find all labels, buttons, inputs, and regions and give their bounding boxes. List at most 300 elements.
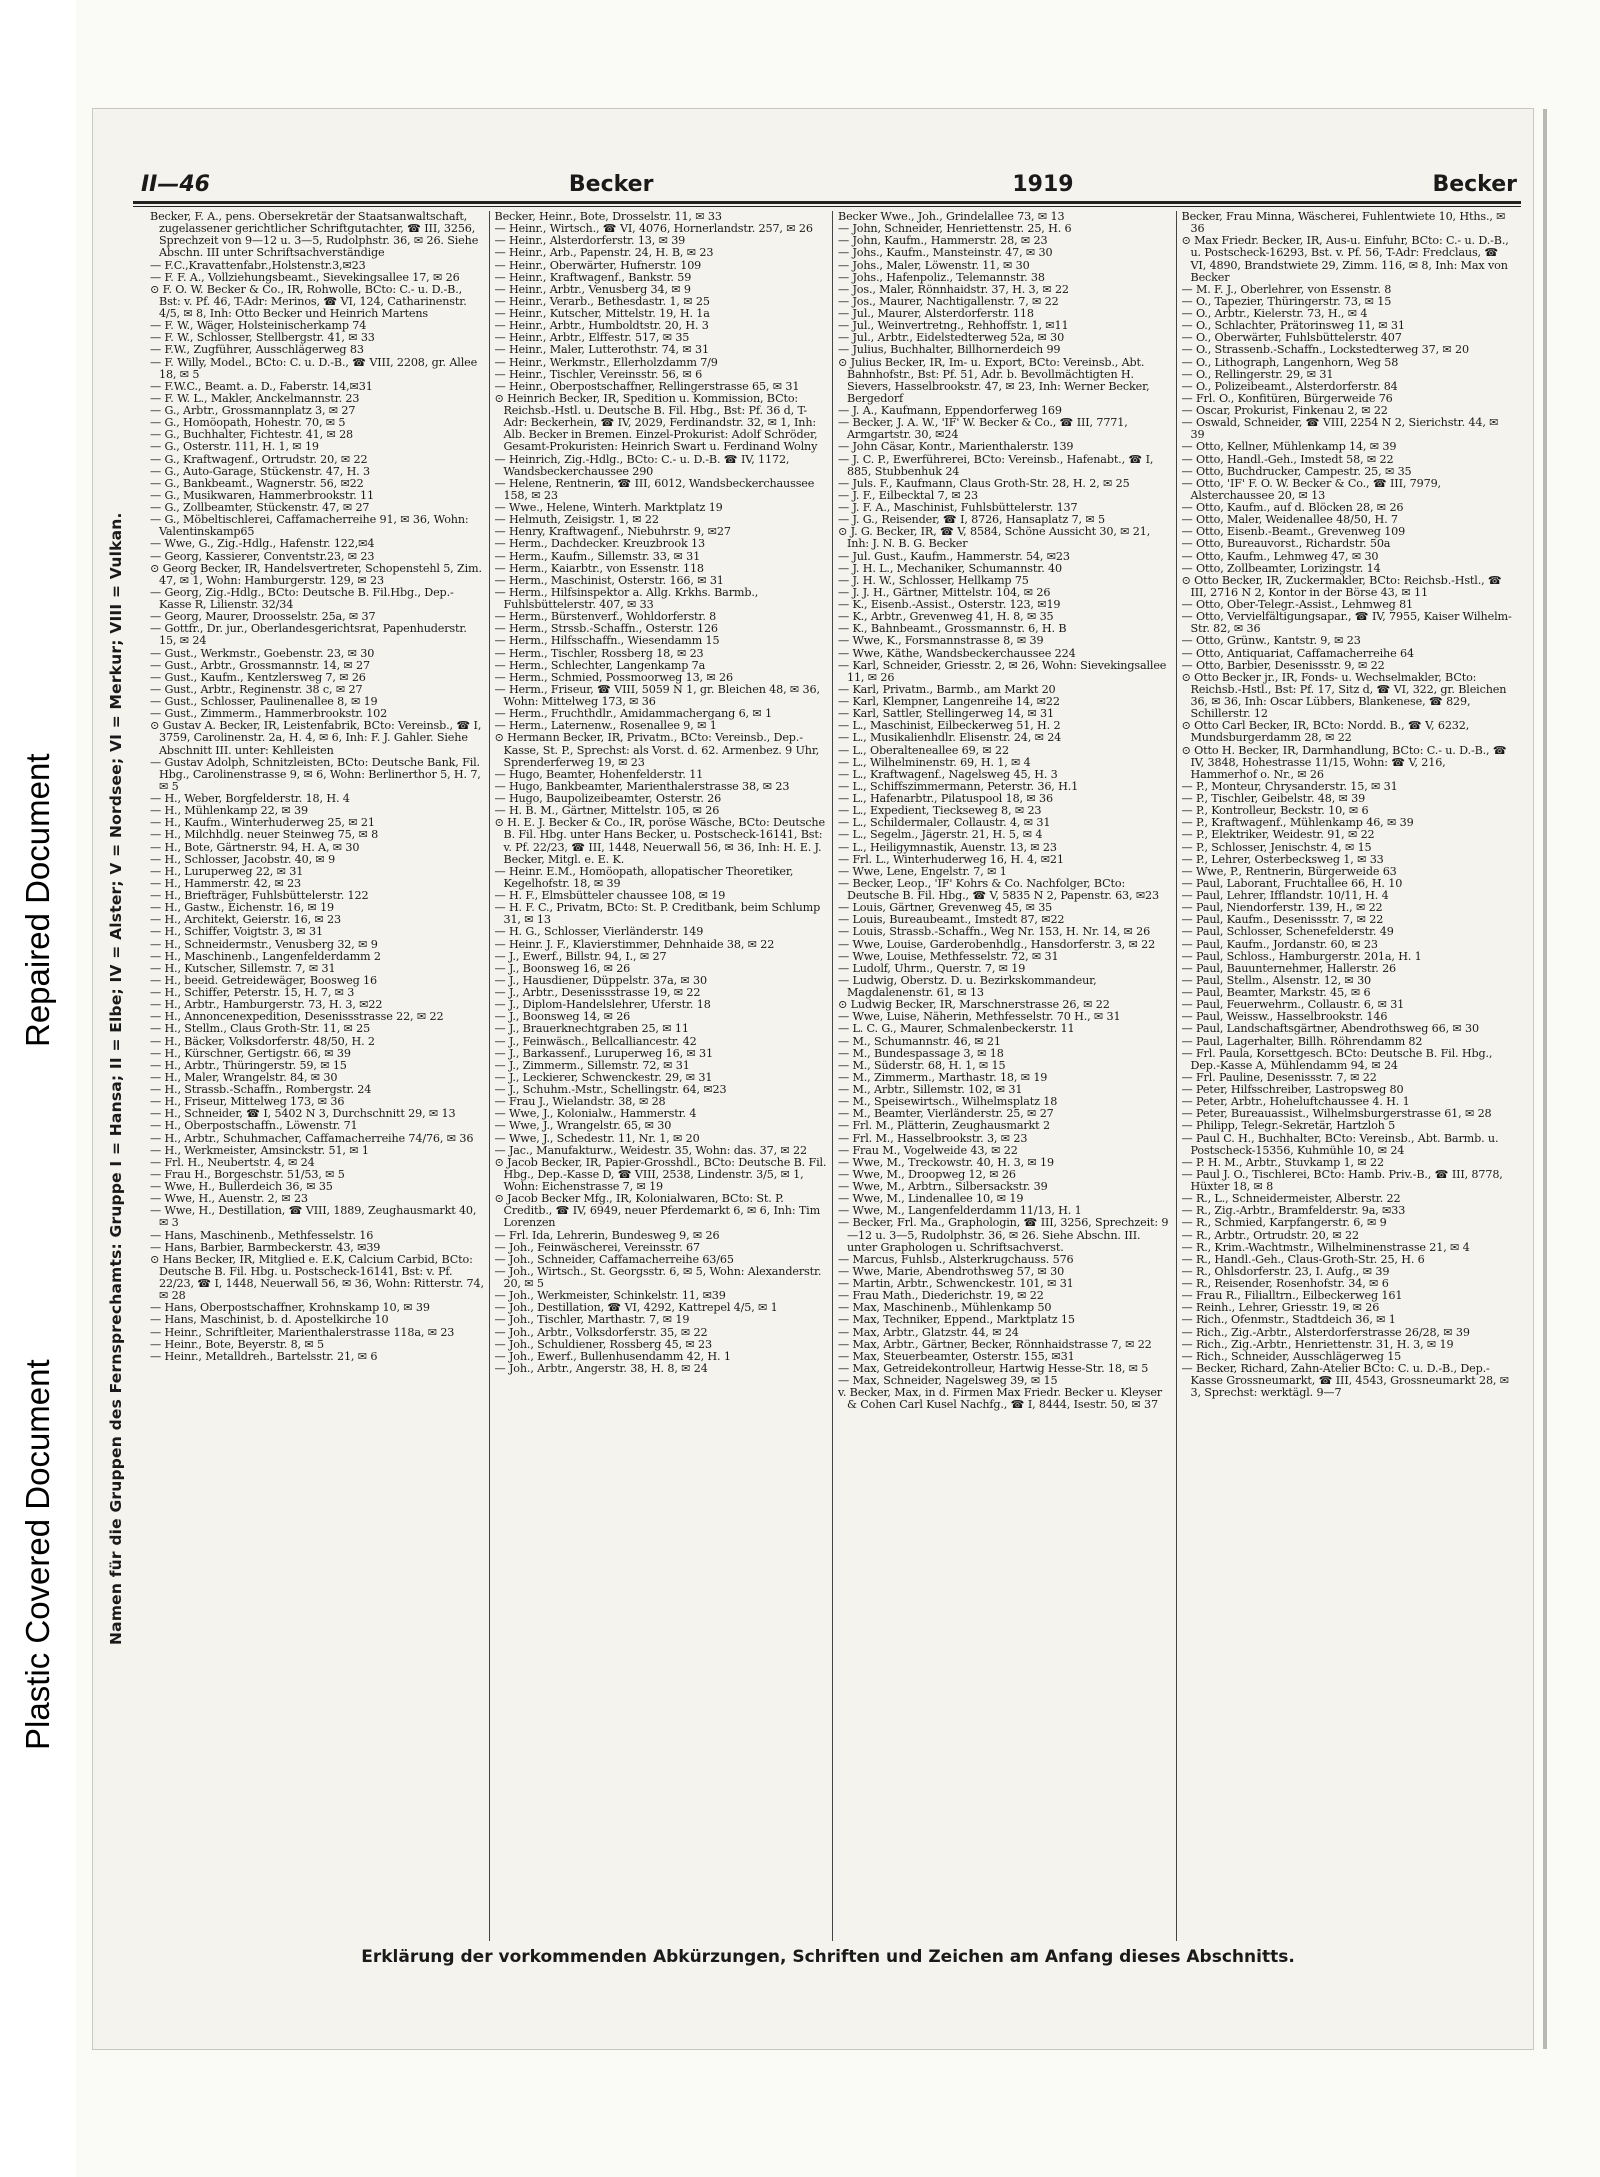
directory-entry: — Paul, Schloss., Hamburgerstr. 201a, H. 1 <box>1181 949 1422 963</box>
directory-entry: — R., L., Schneidermeister, Alberstr. 22 <box>1181 1192 1401 1206</box>
directory-entry: — L., Heiligymnastik, Auenstr. 13, ✉ 23 <box>838 840 1057 854</box>
directory-entry: — Otto, 'IF' F. O. W. Becker & Co., ☎ III, 7979, Alsterchaussee 20, ✉ 13 <box>1181 476 1441 502</box>
directory-entry: — Philipp, Telegr.-Sekretär, Hartzloh 5 <box>1181 1119 1396 1133</box>
directory-entry: — L., Expedient, Tieckseweg 8, ✉ 23 <box>838 804 1042 818</box>
directory-entry: — Paul, Kaufm., Desenissstr. 7, ✉ 22 <box>1181 913 1384 927</box>
directory-entry: — Wwe, M., Arbtrn., Silbersackstr. 39 <box>838 1180 1048 1193</box>
directory-entry: — Frau J., Wielandstr. 38, ✉ 28 <box>494 1095 666 1109</box>
directory-entry: — P., Lehrer, Osterbecksweg 1, ✉ 33 <box>1181 852 1384 866</box>
directory-entry: — Herm., Hilfsinspektor a. Allg. Krkhs. Barmb., Fuhlsbüttelerstr. 407, ✉ 33 <box>494 585 759 611</box>
directory-entry: — Wwe, J., Wrangelstr. 65, ✉ 30 <box>494 1119 672 1133</box>
directory-entry: — J., Boonsweg 16, ✉ 26 <box>494 961 631 975</box>
directory-entry: — John, Schneider, Henriettenstr. 25, H. 6 <box>838 222 1072 236</box>
directory-entry: — F.W., Zugführer, Ausschlägerweg 83 <box>150 343 364 357</box>
directory-entry: — H., Arbtr., Schuhmacher, Caffamacherreihe 74/76, ✉ 36 <box>150 1131 474 1145</box>
directory-entry: — G., Möbeltischlerei, Caffamacherreihe 91, ✉ 36, Wohn: Valentinskamp65 <box>150 513 469 539</box>
directory-entry: — J. J. H., Gärtner, Mittelstr. 104, ✉ 26 <box>838 585 1051 599</box>
directory-entry: — Frl. Paula, Korsettgesch. BCto: Deutsche B. Fil. Hbg., Dep.-Kasse A, Mühlendamm 94, ✉ 24 <box>1181 1046 1493 1072</box>
directory-entry: — J. H. W., Schlosser, Hellkamp 75 <box>838 573 1029 587</box>
directory-entry: — H., Maler, Wrangelstr. 84, ✉ 30 <box>150 1070 338 1084</box>
directory-entry: — Louis, Gärtner, Grevenweg 45, ✉ 35 <box>838 901 1053 915</box>
directory-entry: — L., Hafenarbtr., Pilatuspool 18, ✉ 36 <box>838 792 1053 805</box>
directory-entry: — O., Oberwärter, Fuhlsbüttelerstr. 407 <box>1181 331 1402 345</box>
directory-entry: — G., Kraftwagenf., Ortrudstr. 20, ✉ 22 <box>150 452 368 466</box>
directory-entry: ⊙ Jacob Becker, IR, Papier-Grosshdl., BCto: Deutsche B. Fil. Hbg., Dep.-Kasse D, ☎ VIII, 2538, Lindenstr. 3/5, ✉ 1, Wohn: Eichenstrasse 7, ✉ 19 <box>494 1155 827 1193</box>
directory-entry: — Wwe, Käthe, Wandsbeckerchaussee 224 <box>838 646 1076 660</box>
directory-entry: — Herm., Tischler, Rossberg 18, ✉ 23 <box>494 646 704 660</box>
directory-entry: ⊙ Max Friedr. Becker, IR, Aus-u. Einfuhr, BCto: C.- u. D.-B., u. Postscheck-16293, Bst. v. Pf. 56, T-Adr: Fredclaus, ☎ VI, 4890, Brandstwiete 29, Zimm. 116, ✉ 8, Inh: Max von Becker <box>1181 234 1509 284</box>
directory-entry: ⊙ Ludwig Becker, IR, Marschnerstrasse 26, ✉ 22 <box>838 998 1110 1012</box>
directory-entry: — H., Architekt, Geierstr. 16, ✉ 23 <box>150 913 341 927</box>
directory-entry: — H., Annoncenexpedition, Desenissstrasse 22, ✉ 22 <box>150 1010 444 1024</box>
directory-entry: — Wwe, Louise, Methfesselstr. 72, ✉ 31 <box>838 949 1059 963</box>
directory-entry: ⊙ Georg Becker, IR, Handelsvertreter, Schopenstehl 5, Zim. 47, ✉ 1, Wohn: Hamburgerstr. 129, ✉ 23 <box>150 561 482 587</box>
directory-entry: — L., Musikalienhdlr. Elisenstr. 24, ✉ 24 <box>838 731 1062 745</box>
directory-entry: Becker, Frau Minna, Wäscherei, Fuhlentwiete 10, Hths., ✉ 36 <box>1181 211 1506 236</box>
directory-entry: — Joh., Werkmeister, Schinkelstr. 11, ✉39 <box>494 1289 726 1303</box>
directory-entry: — Paul, Lagerhalter, Billh. Röhrendamm 82 <box>1181 1034 1423 1048</box>
directory-entry: — Rich., Zig.-Arbtr., Henriettenstr. 31, H. 3, ✉ 19 <box>1181 1337 1454 1351</box>
directory-entry: — O., Tapezier, Thüringerstr. 73, ✉ 15 <box>1181 294 1392 308</box>
directory-entry: — J., Diplom-Handelslehrer, Uferstr. 18 <box>494 998 711 1012</box>
directory-entry: — Jac., Manufakturw., Weidestr. 35, Wohn: das. 37, ✉ 22 <box>494 1143 807 1157</box>
directory-entry: — H., Arbtr., Hamburgerstr. 73, H. 3, ✉22 <box>150 998 383 1012</box>
directory-entry: — Paul, Stellm., Alsenstr. 12, ✉ 30 <box>1181 973 1372 987</box>
directory-entry: — Herm., Strssb.-Schaffn., Osterstr. 126 <box>494 622 718 636</box>
directory-entry: — H., Luruperweg 22, ✉ 31 <box>150 864 304 878</box>
directory-entry: — H., Schneider, ☎ I, 5402 N 3, Durchschnitt 29, ✉ 13 <box>150 1107 456 1121</box>
directory-entry: — O., Schlachter, Prätorinsweg 11, ✉ 31 <box>1181 319 1405 333</box>
directory-entry: — Karl, Privatm., Barmb., am Markt 20 <box>838 682 1056 696</box>
directory-entry: — F. W., Wäger, Holsteinischerkamp 74 <box>150 319 367 333</box>
directory-entry: — J., Feinwäsch., Bellcalliancestr. 42 <box>494 1034 697 1048</box>
directory-entry: — H., Bote, Gärtnerstr. 94, H. A, ✉ 30 <box>150 840 360 854</box>
directory-entry: — H., Maschinenb., Langenfelderdamm 2 <box>150 949 381 963</box>
directory-entry: — Paul, Landschaftsgärtner, Abendrothsweg 66, ✉ 30 <box>1181 1022 1479 1036</box>
side-label-plastic: Plastic Covered Document <box>19 1359 56 1751</box>
directory-entry: — M., Beamter, Vierländerstr. 25, ✉ 27 <box>838 1107 1054 1121</box>
directory-entry: — J. H. L., Mechaniker, Schumannstr. 40 <box>838 561 1062 575</box>
directory-entry: — H., Hammerstr. 42, ✉ 23 <box>150 876 302 890</box>
directory-entry: ⊙ Otto Becker jr., IR, Fonds- u. Wechselmakler, BCto: Reichsb.-Hstl., Bst: Pf. 17, Sitz d, ☎ VI, 322, gr. Bleichen 36, ✉ 36, Inh: Oscar Lübbers, Blankenese, ☎ 829, Schillerstr. 12 <box>1181 670 1507 721</box>
directory-entry: — J., Leckierer, Schwenckestr. 29, ✉ 31 <box>494 1070 713 1084</box>
directory-entry: — O., Polizeibeamt., Alsterdorferstr. 84 <box>1181 379 1398 393</box>
directory-entry: — Wwe, M., Treckowstr. 40, H. 3, ✉ 19 <box>838 1155 1054 1169</box>
directory-entry: — Heinr., Alsterdorferstr. 13, ✉ 39 <box>494 234 686 248</box>
directory-entry: ⊙ Heinrich Becker, IR, Spedition u. Kommission, BCto: Reichsb.-Hstl. u. Deutsche B. Fil. Hbg., Bst: Pf. 36 d, T-Adr: Beckerhein, ☎ IV, 2029, Ferdinandstr. 32, ✉ 1, Inh: Alb. Becker in Bremen. Einzel-Prokurist: Adolf Schröder, Gesamt-Prokuristen: Heinrich Swart u. Ferdinand Wolny <box>494 391 818 454</box>
directory-entry: — G., Auto-Garage, Stückenstr. 47, H. 3 <box>150 464 370 478</box>
left-margin <box>0 0 76 2177</box>
directory-entry: — Joh., Schneider, Caffamacherreihe 63/65 <box>494 1252 734 1266</box>
directory-entry: — Wwe., Helene, Winterh. Marktplatz 19 <box>494 501 723 514</box>
directory-entry: — H. G., Schlosser, Vierländerstr. 149 <box>494 925 704 939</box>
directory-entry: — Max, Techniker, Eppend., Marktplatz 15 <box>838 1313 1075 1327</box>
directory-entry: — Frl. H., Neubertstr. 4, ✉ 24 <box>150 1155 315 1169</box>
directory-entry: — Wwe, Lene, Engelstr. 7, ✉ 1 <box>838 864 1007 878</box>
directory-entry: — Joh., Ewerf., Bullenhusendamm 42, H. 1 <box>494 1349 731 1363</box>
directory-entry: — H. B. M., Gärtner, Mittelstr. 105, ✉ 26 <box>494 804 720 818</box>
directory-entry: — K., Bahnbeamt., Grossmannstr. 6, H. B <box>838 622 1067 636</box>
directory-entry: — Otto, Kaufm., auf d. Blöcken 28, ✉ 26 <box>1181 501 1404 514</box>
directory-entry: — Herm., Fruchthdlr., Amidammachergang 6, ✉ 1 <box>494 707 772 721</box>
directory-entry: — Frl. O., Konfitüren, Bürgerweide 76 <box>1181 391 1393 405</box>
directory-entry: — Henry, Kraftwagenf., Niebuhrstr. 9, ✉27 <box>494 525 731 539</box>
directory-entry: — P., Elektriker, Weidestr. 91, ✉ 22 <box>1181 828 1375 842</box>
directory-entry: — Herm., Dachdecker. Kreuzbrook 13 <box>494 537 705 551</box>
directory-entry: — Becker, Richard, Zahn-Atelier BCto: C. u. D.-B., Dep.-Kasse Grossneumarkt, ☎ III, 4543, Grossneumarkt 28, ✉ 3, Sprechst: werktägl. 9—7 <box>1181 1361 1509 1400</box>
directory-entry: — Ludwig, Oberstz. D. u. Bezirkskommandeur, Magdalenenstr. 61, ✉ 13 <box>838 973 1097 999</box>
directory-entry: — Paul J. O., Tischlerei, BCto: Hamb. Priv.-B., ☎ III, 8778, Hüxter 18, ✉ 8 <box>1181 1167 1503 1193</box>
directory-entry: — P. H. M., Arbtr., Stuvkamp 1, ✉ 22 <box>1181 1155 1384 1169</box>
directory-entry: — H., Milchhdlg. neuer Steinweg 75, ✉ 8 <box>150 828 379 842</box>
directory-entry: — J., Boonsweg 14, ✉ 26 <box>494 1010 631 1024</box>
directory-entry: — Heinrich, Zig.-Hdlg., BCto: C.- u. D.-B. ☎ IV, 1172, Wandsbeckerchaussee 290 <box>494 452 790 478</box>
directory-entry: — Karl, Schneider, Griesstr. 2, ✉ 26, Wohn: Sievekingsallee 11, ✉ 26 <box>838 658 1167 684</box>
directory-entry: — Marcus, Fuhlsb., Alsterkrugchauss. 576 <box>838 1252 1074 1266</box>
directory-entry: — H., Stellm., Claus Groth-Str. 11, ✉ 25 <box>150 1022 371 1036</box>
directory-entry: — H., beeid. Getreidewäger, Boosweg 16 <box>150 973 377 987</box>
directory-entry: — Jul., Weinvertretng., Rehhoffstr. 1, ✉11 <box>838 319 1069 333</box>
directory-column-1 <box>145 211 489 1941</box>
directory-entry: — Heinr., Metalldreh., Bartelsstr. 21, ✉ 6 <box>150 1349 378 1363</box>
directory-entry: — Wwe, Luise, Näherin, Methfesselstr. 70 H., ✉ 31 <box>838 1010 1121 1024</box>
directory-entry: — R., Schmied, Karpfangerstr. 6, ✉ 9 <box>1181 1216 1387 1230</box>
directory-entry: — Wwe, Marie, Abendrothsweg 57, ✉ 30 <box>838 1264 1065 1278</box>
directory-entry: — Hans, Oberpostschaffner, Krohnskamp 10, ✉ 39 <box>150 1301 430 1315</box>
directory-entry: — H., Strassb.-Schaffn., Rombergstr. 24 <box>150 1083 372 1096</box>
directory-entry: — M., Zimmerm., Marthastr. 18, ✉ 19 <box>838 1070 1048 1084</box>
directory-entry: — J., Arbtr., Desenissstrasse 19, ✉ 22 <box>494 986 701 999</box>
directory-entry: Becker Wwe., Joh., Grindelallee 73, ✉ 13 <box>838 211 1065 223</box>
directory-entry: — F. W., Schlosser, Stellbergstr. 41, ✉ 33 <box>150 331 375 345</box>
directory-entry: — Wwe, M., Lindenallee 10, ✉ 19 <box>838 1192 1024 1206</box>
directory-entry: Becker, Heinr., Bote, Drosselstr. 11, ✉ 33 <box>494 211 722 223</box>
header-right-name: Becker <box>1432 172 1517 197</box>
directory-entry: ⊙ F. O. W. Becker & Co., IR, Rohwolle, BCto: C.- u. D.-B., Bst: v. Pf. 46, T-Adr: Merinos, ☎ VI, 124, Catharinenstr. 4/5, ✉ 8, Inh: Otto Becker und Heinrich Martens <box>150 282 467 320</box>
telephone-exchange-banner: Namen für die Gruppen des Fernsprechamts: Gruppe I = Hansa; II = Elbe; IV = Alster; V = Nordsee; VI = Merkur; VIII = Vulkan. <box>107 512 125 1646</box>
directory-entry: — J. C. P., Ewerführerei, BCto: Vereinsb., Hafenabt., ☎ I, 885, Stubbenhuk 24 <box>838 452 1154 478</box>
directory-entry: — Peter, Hilfsschreiber, Lastropsweg 80 <box>1181 1083 1404 1096</box>
directory-entry: — Paul, Feuerwehrm., Collaustr. 6, ✉ 31 <box>1181 998 1405 1012</box>
directory-entry: — Jos., Maler, Rönnhaidstr. 37, H. 3, ✉ 22 <box>838 282 1069 296</box>
directory-entry: — Otto, Grünw., Kantstr. 9, ✉ 23 <box>1181 634 1361 648</box>
directory-entry: — L. C. G., Maurer, Schmalenbeckerstr. 11 <box>838 1022 1075 1036</box>
directory-entry: — Heinr., Oberwärter, Hufnerstr. 109 <box>494 258 702 272</box>
directory-entry: — Paul, Schlosser, Schenefelderstr. 49 <box>1181 925 1394 939</box>
directory-entry: — Joh., Feinwäscherei, Vereinsstr. 67 <box>494 1240 700 1254</box>
directory-entry: — Juls. F., Kaufmann, Claus Groth-Str. 28, H. 2, ✉ 25 <box>838 476 1130 490</box>
directory-entry: — H., Briefträger, Fuhlsbüttelerstr. 122 <box>150 889 369 902</box>
directory-column-3 <box>832 211 1176 1941</box>
directory-entry: — J., Barkassenf., Luruperweg 16, ✉ 31 <box>494 1046 713 1060</box>
directory-entry: — L., Wilhelminenstr. 69, H. 1, ✉ 4 <box>838 755 1031 769</box>
directory-entry: — Wwe, J., Schedestr. 11, Nr. 1, ✉ 20 <box>494 1131 700 1145</box>
directory-entry: — K., Eisenb.-Assist., Osterstr. 123, ✉19 <box>838 598 1061 611</box>
directory-entry: — P., Tischler, Geibelstr. 48, ✉ 39 <box>1181 792 1366 805</box>
directory-entry: — Oscar, Prokurist, Finkenau 2, ✉ 22 <box>1181 404 1388 417</box>
directory-entry: — H., Gastw., Eichenstr. 16, ✉ 19 <box>150 901 335 915</box>
directory-entry: — Otto, Maler, Weidenallee 48/50, H. 7 <box>1181 513 1398 527</box>
directory-entry: — G., Zollbeamter, Stückenstr. 47, ✉ 27 <box>150 501 370 514</box>
directory-entry: — Otto, Zollbeamter, Lorizingstr. 14 <box>1181 561 1381 575</box>
directory-entry: — Joh., Arbtr., Volksdorferstr. 35, ✉ 22 <box>494 1325 708 1339</box>
directory-entry: — L., Segelm., Jägerstr. 21, H. 5, ✉ 4 <box>838 828 1043 842</box>
directory-entry: — Heinr., Verarb., Bethesdastr. 1, ✉ 25 <box>494 294 710 308</box>
directory-entry: — H., Schlosser, Jacobstr. 40, ✉ 9 <box>150 852 336 866</box>
directory-entry: — Joh., Schuldiener, Rossberg 45, ✉ 23 <box>494 1337 712 1351</box>
directory-entry: — Karl, Sattler, Stellingerweg 14, ✉ 31 <box>838 707 1054 721</box>
directory-entry: — Max, Arbtr., Glatzstr. 44, ✉ 24 <box>838 1325 1019 1339</box>
directory-entry: — John Cäsar, Kontr., Marienthalerstr. 139 <box>838 440 1074 454</box>
directory-entry: — Hugo, Baupolizeibeamter, Osterstr. 26 <box>494 792 722 805</box>
directory-entry: — H., Kaufm., Winterhuderweg 25, ✉ 21 <box>150 816 375 830</box>
directory-entry: — H., Werkmeister, Amsinckstr. 51, ✉ 1 <box>150 1143 369 1157</box>
directory-entry: — H., Bäcker, Volksdorferstr. 48/50, H. 2 <box>150 1034 375 1048</box>
directory-entry: — G., Bankbeamt., Wagnerstr. 56, ✉22 <box>150 476 364 490</box>
directory-entry: — Helene, Rentnerin, ☎ III, 6012, Wandsbeckerchaussee 158, ✉ 23 <box>494 476 815 502</box>
directory-entry: — M., Süderstr. 68, H. 1, ✉ 15 <box>838 1058 1006 1072</box>
directory-entry: — Paul, Bauunternehmer, Hallerstr. 26 <box>1181 961 1396 975</box>
directory-entry: — J. G., Reisender, ☎ I, 8726, Hansaplatz 7, ✉ 5 <box>838 513 1105 527</box>
directory-entry: — Heinr., Arbtr., Humboldtstr. 20, H. 3 <box>494 319 709 333</box>
directory-entry: — Max, Steuerbeamter, Osterstr. 155, ✉31 <box>838 1349 1075 1363</box>
directory-entry: — Johs., Hafenpoliz., Telemannstr. 38 <box>838 270 1045 284</box>
directory-entry: — Herm., Hilfsschaffn., Wiesendamm 15 <box>494 634 720 648</box>
directory-entry: — R., Handl.-Geh., Claus-Groth-Str. 25, H. 6 <box>1181 1252 1425 1266</box>
directory-entry: — O., Arbtr., Kielerstr. 73, H., ✉ 4 <box>1181 307 1368 320</box>
directory-entry: — Frl. L., Winterhuderweg 16, H. 4, ✉21 <box>838 852 1064 866</box>
directory-entry: — Gottfr., Dr. jur., Oberlandesgerichtsrat, Papenhuderstr. 15, ✉ 24 <box>150 622 467 648</box>
side-label-repaired: Repaired Document <box>19 753 56 1047</box>
directory-entry: — Gust., Werkmstr., Goebenstr. 23, ✉ 30 <box>150 646 375 660</box>
directory-entry: ⊙ Hermann Becker, IR, Privatm., BCto: Vereinsb., Dep.-Kasse, St. P., Sprechst: als Vorst. d. 62. Armenbez. 9 Uhr, Sprenderferweg 19, ✉ 23 <box>494 731 820 769</box>
directory-entry: — Georg, Maurer, Droosselstr. 25a, ✉ 37 <box>150 610 376 624</box>
directory-entry: — Heinr., Tischler, Vereinsstr. 56, ✉ 6 <box>494 367 703 381</box>
directory-entry: — Max, Maschinenb., Mühlenkamp 50 <box>838 1301 1052 1315</box>
directory-entry: — Louis, Strassb.-Schaffn., Weg Nr. 153, H. Nr. 14, ✉ 26 <box>838 925 1151 939</box>
directory-entry: — M., Speisewirtsch., Wilhelmsplatz 18 <box>838 1095 1058 1109</box>
directory-entry: ⊙ Jacob Becker Mfg., IR, Kolonialwaren, BCto: St. P. Creditb., ☎ IV, 6949, neuer Pferdemarkt 6, ✉ 6, Inh: Tim Lorenzen <box>494 1192 821 1230</box>
directory-entry: — H., Schiffer, Voigtstr. 3, ✉ 31 <box>150 925 323 939</box>
directory-entry: — Paul, Weissw., Hasselbrookstr. 146 <box>1181 1010 1388 1024</box>
directory-entry: — M. F. J., Oberlehrer, von Essenstr. 8 <box>1181 282 1392 296</box>
directory-entry: — Paul, Lehrer, Ifflandstr. 10/11, H. 4 <box>1181 889 1389 902</box>
directory-entry: — Wwe, H., Auenstr. 2, ✉ 23 <box>150 1192 308 1206</box>
directory-entry: — Wwe, H., Bullerdeich 36, ✉ 35 <box>150 1180 333 1193</box>
directory-column-2 <box>489 211 833 1941</box>
directory-entry: — Jul., Arbtr., Eidelstedterweg 52a, ✉ 30 <box>838 331 1065 345</box>
directory-entry: — O., Lithograph, Langenhorn, Weg 58 <box>1181 355 1399 369</box>
directory-entry: — Helmuth, Zeisigstr. 1, ✉ 22 <box>494 513 659 527</box>
directory-entry: — R., Arbtr., Ortrudstr. 20, ✉ 22 <box>1181 1228 1359 1242</box>
directory-entry: — Wwe, H., Destillation, ☎ VIII, 1889, Zeughausmarkt 40, ✉ 3 <box>150 1204 477 1230</box>
directory-entry: — F.C.,Kravattenfabr.,Holstenstr.3,✉23 <box>150 258 366 272</box>
directory-entry: — Oswald, Schneider, ☎ VIII, 2254 N 2, Sierichstr. 44, ✉ 39 <box>1181 416 1499 442</box>
directory-entry: — L., Kraftwagenf., Nagelsweg 45, H. 3 <box>838 767 1058 781</box>
directory-entry: — Heinr., Maler, Lutterothstr. 74, ✉ 31 <box>494 343 709 357</box>
directory-entry: — H., Arbtr., Thüringerstr. 59, ✉ 15 <box>150 1058 347 1072</box>
directory-entry: — Gust., Kaufm., Kentzlersweg 7, ✉ 26 <box>150 670 366 684</box>
directory-entry: — F.W.C., Beamt. a. D., Faberstr. 14,✉31 <box>150 379 373 393</box>
directory-entry: — Otto, Antiquariat, Caffamacherreihe 64 <box>1181 646 1414 660</box>
directory-entry: — P., Kraftwagenf., Mühlenkamp 46, ✉ 39 <box>1181 816 1414 830</box>
directory-entry: — F. F. A., Vollziehungsbeamt., Sievekingsallee 17, ✉ 26 <box>150 270 460 284</box>
directory-entry: — Frl. Ida, Lehrerin, Bundesweg 9, ✉ 26 <box>494 1228 720 1242</box>
directory-entry: — Louis, Bureaubeamt., Imstedt 87, ✉22 <box>838 913 1065 927</box>
directory-entry: — J. F., Eilbecktal 7, ✉ 23 <box>838 488 978 502</box>
directory-entry: — M., Bundespassage 3, ✉ 18 <box>838 1046 1004 1060</box>
directory-entry: — Herm., Maschinist, Osterstr. 166, ✉ 31 <box>494 573 724 587</box>
directory-entry: ⊙ H. E. J. Becker & Co., IR, poröse Wäsche, BCto: Deutsche B. Fil. Hbg. unter Hans Becker, u. Postscheck-16141, Bst: v. Pf. 22/23, ☎ III, 1448, Neuerwall 56, ✉ 36, Inh: H. E. J. Becker, Mitgl. e. E. K. <box>494 816 825 866</box>
directory-entry: — Heinr., Arbtr., Elffestr. 517, ✉ 35 <box>494 331 690 345</box>
directory-entry: ⊙ Julius Becker, IR, Im- u. Export, BCto: Vereinsb., Abt. Bahnhofstr., Bst: Pf. 51, Adr. b. Bevollmächtigten H. Sievers, Hasselbrookstr. 47, ✉ 23, Inh: Werner Becker, Bergedorf <box>838 355 1150 405</box>
directory-entry: — R., Reisender, Rosenhofstr. 34, ✉ 6 <box>1181 1277 1389 1290</box>
directory-entry: — Ludolf, Uhrm., Querstr. 7, ✉ 19 <box>838 961 1026 975</box>
directory-entry: — P., Kontrolleur, Beckstr. 10, ✉ 6 <box>1181 804 1369 818</box>
directory-entry: — Joh., Destillation, ☎ VI, 4292, Kattrepel 4/5, ✉ 1 <box>494 1301 778 1315</box>
directory-entry: — Heinr., Bote, Beyerstr. 8, ✉ 5 <box>150 1337 324 1351</box>
directory-entry: — Frau M., Vogelweide 43, ✉ 22 <box>838 1143 1018 1157</box>
directory-entry: — Reinh., Lehrer, Griesstr. 19, ✉ 26 <box>1181 1301 1380 1315</box>
directory-entry: — K., Arbtr., Grevenweg 41, H. 8, ✉ 35 <box>838 610 1054 624</box>
directory-entry: — M., Schumannstr. 46, ✉ 21 <box>838 1034 1001 1048</box>
directory-entry: — H. F. C., Privatm, BCto: St. P. Creditbank, beim Schlump 31, ✉ 13 <box>494 901 821 927</box>
directory-entry: — Paul, Laborant, Fruchtallee 66, H. 10 <box>1181 876 1403 890</box>
directory-entry: — Heinr., Arb., Papenstr. 24, H. B, ✉ 23 <box>494 246 714 260</box>
directory-entry: — Georg, Zig.-Hdlg., BCto: Deutsche B. Fil.Hbg., Dep.-Kasse R, Lilienstr. 32/34 <box>150 585 454 611</box>
directory-entry: — Rich., Schneider, Ausschlägerweg 15 <box>1181 1349 1402 1363</box>
directory-entry: — P., Monteur, Chrysanderstr. 15, ✉ 31 <box>1181 779 1398 793</box>
directory-entry: — Heinr., Kraftwagenf., Bankstr. 59 <box>494 270 692 284</box>
directory-entry: — Paul C. H., Buchhalter, BCto: Vereinsb., Abt. Barmb. u. Postscheck-15356, Kuhmühle 10, ✉ 24 <box>1181 1131 1499 1157</box>
directory-entry: — Joh., Tischler, Marthastr. 7, ✉ 19 <box>494 1313 690 1327</box>
directory-entry: — Otto, Eisenb.-Beamt., Grevenweg 109 <box>1181 525 1406 539</box>
directory-entry: — H., Friseur, Mittelweg 173, ✉ 36 <box>150 1095 345 1109</box>
header-left-name: Becker <box>568 172 654 197</box>
directory-entry: ⊙ Hans Becker, IR, Mitglied e. E.K, Calcium Carbid, BCto: Deutsche B. Fil. Hbg. u. Postscheck-16141, Bst: v. Pf. 22/23, ☎ I, 1448, Neuerwall 56, ✉ 36, Wohn: Ritterstr. 74, ✉ 28 <box>150 1252 484 1303</box>
directory-entry: — G., Arbtr., Grossmannplatz 3, ✉ 27 <box>150 404 356 417</box>
directory-entry: — Gust., Arbtr., Grossmannstr. 14, ✉ 27 <box>150 658 370 672</box>
directory-entry: — Heinr. J. F., Klavierstimmer, Dehnhaide 38, ✉ 22 <box>494 937 775 951</box>
directory-entry: — Herm., Bürstenverf., Wohldorferstr. 8 <box>494 610 717 624</box>
header-rule-thick <box>133 201 1521 204</box>
directory-entry: — J., Hausdiener, Düppelstr. 37a, ✉ 30 <box>494 973 707 987</box>
directory-entry: — Becker, Frl. Ma., Graphologin, ☎ III, 3256, Sprechzeit: 9—12 u. 3—5, Rudolphstr. 36, ✉ 26. Siehe Abschn. III. unter Graphologen u. Schriftsachverst. <box>838 1216 1169 1254</box>
directory-entry: — J., Zimmerm., Sillemstr. 72, ✉ 31 <box>494 1058 690 1072</box>
page-number: II—46 <box>141 172 210 197</box>
directory-entry: — Wwe, G., Zig.-Hdlg., Hafenstr. 122,✉4 <box>150 537 375 551</box>
directory-entry: — J., Brauerknechtgraben 25, ✉ 11 <box>494 1022 689 1036</box>
directory-entry: — Rich., Zig.-Arbtr., Alsterdorferstrasse 26/28, ✉ 39 <box>1181 1325 1470 1339</box>
directory-entry: — John, Kaufm., Hammerstr. 28, ✉ 23 <box>838 234 1048 248</box>
directory-entry: — H., Schneidermstr., Venusberg 32, ✉ 9 <box>150 937 378 951</box>
directory-entry: — Joh., Arbtr., Angerstr. 38, H. 8, ✉ 24 <box>494 1361 708 1375</box>
directory-entry: — Hans, Maschinenb., Methfesselstr. 16 <box>150 1228 374 1242</box>
directory-entry: — F. W. L., Makler, Anckelmannstr. 23 <box>150 391 360 405</box>
directory-entry: — Georg, Kassierer, Conventstr.23, ✉ 23 <box>150 549 375 563</box>
directory-entry: — H., Kürschner, Gertigstr. 66, ✉ 39 <box>150 1046 351 1060</box>
directory-entry: — Wwe, J., Kolonialw., Hammerstr. 4 <box>494 1107 697 1121</box>
directory-entry: — R., Krim.-Wachtmstr., Wilhelminenstrasse 21, ✉ 4 <box>1181 1240 1470 1254</box>
directory-entry: — Max, Getreidekontrolleur, Hartwig Hesse-Str. 18, ✉ 5 <box>838 1361 1149 1375</box>
directory-entry: — Herm., Kaufm., Sillemstr. 33, ✉ 31 <box>494 549 701 563</box>
directory-entry: ⊙ Gustav A. Becker, IR, Leistenfabrik, BCto: Vereinsb., ☎ I, 3759, Carolinenstr. 2a, H. 4, ✉ 6, Inh: F. J. Gahler. Siehe Abschnitt III. unter: Kehlleisten <box>150 719 482 757</box>
directory-entry: — Otto, Buchdrucker, Campestr. 25, ✉ 35 <box>1181 464 1412 478</box>
directory-entry: — Gust., Zimmerm., Hammerbrookstr. 102 <box>150 707 388 721</box>
directory-entry: — Rich., Ofenmstr., Stadtdeich 36, ✉ 1 <box>1181 1313 1396 1327</box>
directory-entry: — Karl, Klempner, Langenreihe 14, ✉22 <box>838 695 1060 708</box>
directory-entry: — Martin, Arbtr., Schwenckestr. 101, ✉ 31 <box>838 1277 1074 1290</box>
directory-entry: — Peter, Arbtr., Hoheluftchaussee 4. H. 1 <box>1181 1095 1410 1109</box>
directory-entry: — F. Willy, Model., BCto: C. u. D.-B., ☎ VIII, 2208, gr. Allee 18, ✉ 5 <box>150 355 478 381</box>
directory-entry: — Johs., Maler, Löwenstr. 11, ✉ 30 <box>838 258 1030 272</box>
directory-entry: — L., Schiffszimmermann, Peterstr. 36, H.1 <box>838 779 1079 793</box>
directory-entry: — Hugo, Bankbeamter, Marienthalerstrasse 38, ✉ 23 <box>494 779 790 793</box>
directory-entry: — Hans, Maschinist, b. d. Apostelkirche 10 <box>150 1313 389 1327</box>
directory-entry: — Otto, Vervielfältigungsapar., ☎ IV, 7955, Kaiser Wilhelm-Str. 82, ✉ 36 <box>1181 610 1512 636</box>
directory-entry: — H., Schiffer, Peterstr. 15, H. 7, ✉ 3 <box>150 986 355 999</box>
directory-entry: — Hans, Barbier, Barmbeckerstr. 43, ✉39 <box>150 1240 381 1254</box>
directory-entry: — Heinr., Werkmstr., Ellerholzdamm 7/9 <box>494 355 718 369</box>
directory-entry: — Otto, Ober-Telegr.-Assist., Lehmweg 81 <box>1181 598 1414 611</box>
directory-entry: — Otto, Bureauvorst., Richardstr. 50a <box>1181 537 1391 551</box>
directory-entry: — Peter, Bureauassist., Wilhelmsburgerstrasse 61, ✉ 28 <box>1181 1107 1492 1121</box>
directory-entry: — Jos., Maurer, Nachtigallenstr. 7, ✉ 22 <box>838 294 1059 308</box>
directory-entry: — Jul., Maurer, Alsterdorferstr. 118 <box>838 307 1034 320</box>
directory-entry: ⊙ Otto Becker, IR, Zuckermakler, BCto: Reichsb.-Hstl., ☎ III, 2716 N 2, Kontor in der Börse 43, ✉ 11 <box>1181 573 1502 599</box>
directory-entry: — Frau R., Filialltrn., Eilbeckerweg 161 <box>1181 1289 1403 1303</box>
directory-entry: — Frau H., Borgeschstr. 51/53, ✉ 5 <box>150 1167 345 1181</box>
directory-entry: — Heinr., Schriftleiter, Marienthalerstrasse 118a, ✉ 23 <box>150 1325 455 1339</box>
directory-entry: — Becker, Leop., 'IF' Kohrs & Co. Nachfolger, BCto: Deutsche B. Fil. Hbg., ☎ V, 5835 N 2, Papenstr. 63, ✉23 <box>838 876 1159 902</box>
directory-entry: — G., Homöopath, Hohestr. 70, ✉ 5 <box>150 416 346 430</box>
directory-entry: — Paul, Kaufm., Jordanstr. 60, ✉ 23 <box>1181 937 1378 951</box>
directory-entry: — Herm., Friseur, ☎ VIII, 5059 N 1, gr. Bleichen 48, ✉ 36, Wohn: Mittelweg 173, ✉ 36 <box>494 682 820 708</box>
directory-entry: — Herm., Kaiarbtr., von Essenstr. 118 <box>494 561 704 575</box>
directory-entry: — L., Oberalteneallee 69, ✉ 22 <box>838 743 1009 757</box>
directory-entry: — Frl. Pauline, Desenissstr. 7, ✉ 22 <box>1181 1070 1377 1084</box>
directory-entry: — L., Schildermaler, Collaustr. 4, ✉ 31 <box>838 816 1051 830</box>
directory-entry: — Wwe, P., Rentnerin, Bürgerweide 63 <box>1181 864 1397 878</box>
directory-columns <box>145 211 1519 1941</box>
directory-entry: — Frl. M., Hasselbrookstr. 3, ✉ 23 <box>838 1131 1028 1145</box>
directory-entry: — H., Oberpostschaffn., Löwenstr. 71 <box>150 1119 358 1133</box>
directory-entry: ⊙ J. G. Becker, IR, ☎ V, 8584, Schöne Aussicht 30, ✉ 21, Inh: J. N. B. G. Becker <box>838 525 1151 551</box>
directory-entry: — H. F., Elmsbütteler chaussee 108, ✉ 19 <box>494 889 726 902</box>
directory-entry: — Herm., Laternenw., Rosenallee 9, ✉ 1 <box>494 719 717 733</box>
directory-entry: — M., Arbtr., Sillemstr. 102, ✉ 31 <box>838 1083 1023 1096</box>
directory-entry: — R., Zig.-Arbtr., Bramfelderstr. 9a, ✉33 <box>1181 1204 1406 1218</box>
directory-entry: — Max, Schneider, Nagelsweg 39, ✉ 15 <box>838 1374 1058 1387</box>
directory-entry: — Herm., Schlechter, Langenkamp 7a <box>494 658 706 672</box>
directory-entry: — L., Maschinist, Eilbeckerweg 51, H. 2 <box>838 719 1061 733</box>
directory-entry: — Heinr., Arbtr., Venusberg 34, ✉ 9 <box>494 282 691 296</box>
directory-entry: — Otto, Handl.-Geh., Imstedt 58, ✉ 22 <box>1181 452 1394 466</box>
directory-entry: ⊙ Otto H. Becker, IR, Darmhandlung, BCto: C.- u. D.-B., ☎ IV, 3848, Hohestrasse 11/15, Wohn: ☎ V, 216, Hammerhof o. Nr., ✉ 26 <box>1181 743 1507 781</box>
directory-entry: — Becker, J. A. W., 'IF' W. Becker & Co., ☎ III, 7771, Armgartstr. 30, ✉24 <box>838 416 1128 442</box>
header-rule-thin <box>133 206 1521 207</box>
directory-entry: — Gust., Arbtr., Reginenstr. 38 c, ✉ 27 <box>150 682 363 696</box>
directory-entry: — Joh., Wirtsch., St. Georgsstr. 6, ✉ 5, Wohn: Alexanderstr. 20, ✉ 5 <box>494 1264 822 1290</box>
abbreviations-note: Erklärung der vorkommenden Abkürzungen, Schriften und Zeichen am Anfang dieses Abschnitts. <box>361 1947 1295 1967</box>
page-header <box>141 157 1517 197</box>
directory-entry: — Otto, Kaufm., Lehmweg 47, ✉ 30 <box>1181 549 1379 563</box>
directory-entry: — H., Kutscher, Sillemstr. 7, ✉ 31 <box>150 961 336 975</box>
directory-entry: v. Becker, Max, in d. Firmen Max Friedr. Becker u. Kleyser & Cohen Carl Kusel Nachfg., ☎ I, 8444, Isestr. 50, ✉ 37 <box>838 1386 1162 1412</box>
directory-column-4 <box>1176 211 1520 1941</box>
directory-entry: — Otto, Kellner, Mühlenkamp 14, ✉ 39 <box>1181 440 1397 454</box>
directory-entry: — J., Ewerf., Billstr. 94, I., ✉ 27 <box>494 949 667 963</box>
